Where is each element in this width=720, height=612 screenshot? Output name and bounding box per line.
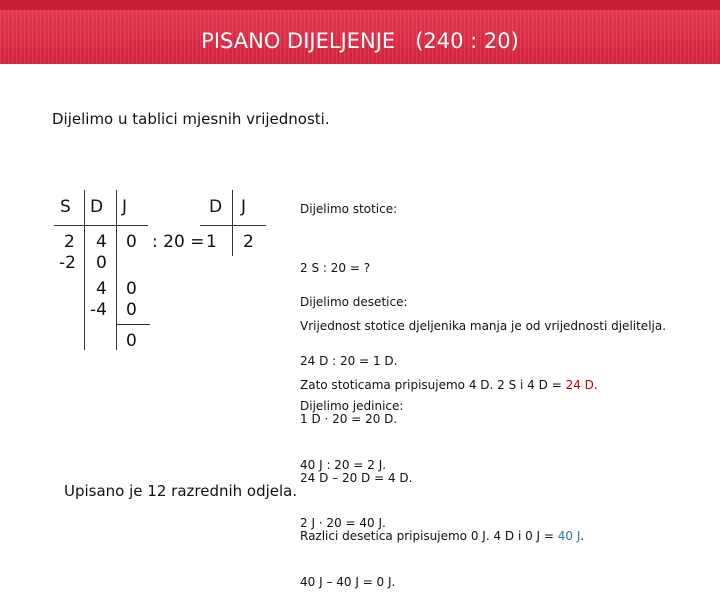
stotice-line-3-end: . (593, 377, 598, 392)
title-band (0, 0, 720, 10)
result-j: 2 (243, 232, 254, 252)
jedinice-line-1: 40 J : 20 = 2 J. (300, 457, 387, 472)
table-divider-2 (116, 190, 117, 350)
header-j: J (122, 197, 128, 217)
desetice-heading: Dijelimo desetice: (300, 295, 408, 309)
final-remainder: 0 (126, 331, 137, 351)
carry-j: 0 (126, 279, 137, 299)
result-header-line (200, 225, 266, 226)
subtraction-line (116, 324, 150, 325)
jedinice-block (300, 358, 403, 612)
dividend-s: 2 (64, 232, 75, 252)
jedinice-line-3: 40 J – 40 J = 0 J. (300, 574, 396, 589)
jedinice-heading: Dijelimo jedinice: (300, 399, 404, 413)
footer-text: Upisano je 12 razrednih odjela. (64, 482, 298, 500)
stotice-highlight: 24 D (565, 377, 594, 392)
header-d: D (90, 197, 104, 217)
stotice-heading: Dijelimo stotice: (300, 202, 398, 216)
subtract-d: -4 (90, 300, 107, 320)
intro-text: Dijelimo u tablici mjesnih vrijednosti. (52, 110, 330, 128)
desetice-line-3: 24 D – 20 D = 4 D. (300, 470, 413, 485)
dividend-j: 0 (126, 232, 137, 252)
stotice-line-3-text: Zato stoticama pripisujemo 4 D. 2 S i 4 D = (300, 377, 566, 392)
result-divider (232, 190, 233, 256)
result-header-d: D (209, 197, 223, 217)
divisor-text: : 20 = (152, 232, 205, 252)
stotice-line-2: Vrijednost stotice djeljenika manja je od vrijednosti djelitelja. (300, 319, 667, 333)
table-divider-1 (84, 190, 85, 350)
result-header-j: J (241, 197, 247, 217)
desetice-line-1: 24 D : 20 = 1 D. (300, 353, 398, 368)
jedinice-line-2: 2 J · 20 = 40 J. (300, 516, 386, 530)
subtract-j: 0 (126, 300, 137, 320)
carry-d: 4 (96, 279, 107, 299)
result-d: 1 (206, 232, 217, 252)
desetice-line-4-text: Razlici desetica pripisujemo 0 J. 4 D i 0 J = (300, 529, 558, 543)
dividend-d: 4 (96, 232, 107, 252)
remainder-d: 0 (96, 253, 107, 273)
page-title: PISANO DIJELJENJE (240 : 20) (201, 29, 519, 53)
title-bar (0, 0, 720, 64)
desetice-line-2: 1 D · 20 = 20 D. (300, 412, 398, 426)
table-header-line (54, 225, 148, 226)
stotice-line-1: 2 S : 20 = ? (300, 260, 371, 275)
subtract-s: -2 (59, 253, 76, 273)
desetice-line-4-end: . (580, 529, 585, 543)
header-s: S (60, 197, 71, 217)
desetice-highlight: 40 J (557, 529, 581, 543)
